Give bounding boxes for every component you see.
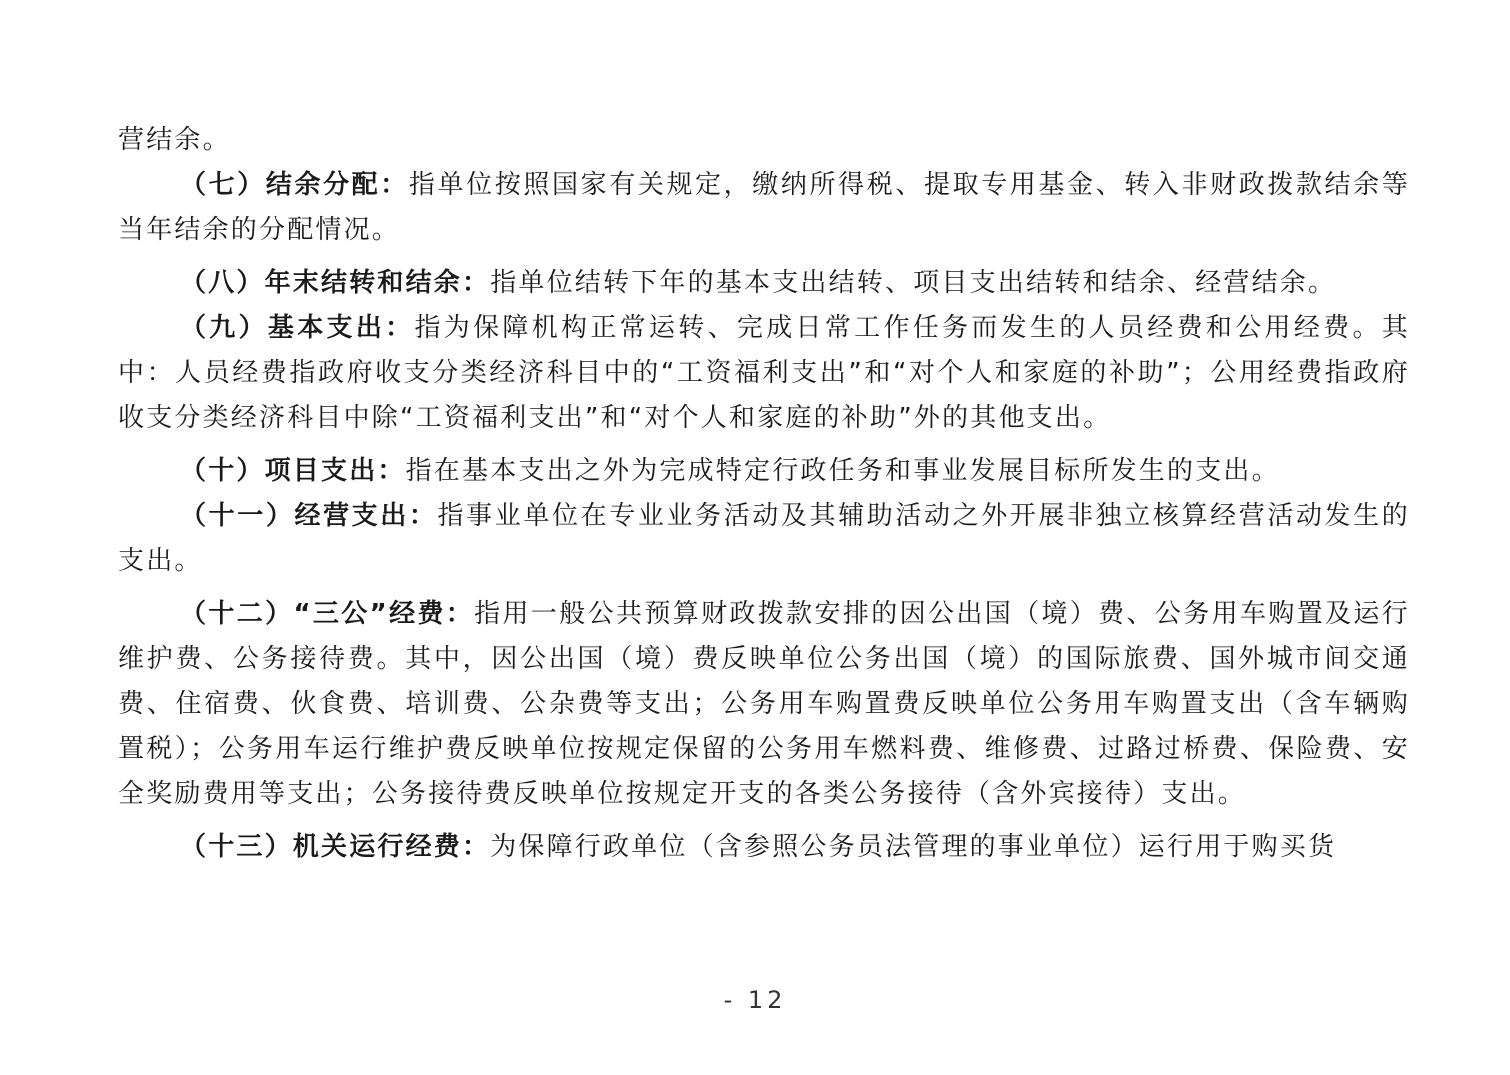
paragraph-term: （十）项目支出： bbox=[180, 456, 406, 486]
paragraph-text: 营结余。 bbox=[118, 125, 231, 155]
paragraph-text: 指单位结转下年的基本支出结转、项目支出结转和结余、经营结余。 bbox=[490, 268, 1337, 298]
paragraph-basic-expenditure bbox=[118, 306, 1410, 441]
paragraph-text: 为保障行政单位（含参照公务员法管理的事业单位）运行用于购买货 bbox=[490, 832, 1337, 862]
document-body bbox=[118, 118, 1410, 870]
paragraph-text: 指在基本支出之外为完成特定行政任务和事业发展目标所发生的支出。 bbox=[405, 456, 1280, 486]
paragraph-operating-expenditure bbox=[118, 494, 1410, 584]
paragraph-term: （八）年末结转和结余： bbox=[180, 268, 491, 298]
paragraph-text: 指事业单位在专业业务活动及其辅助活动之外开展非独立核算经营活动发生的支出。 bbox=[118, 501, 1410, 576]
paragraph-agency-operating-funds bbox=[118, 825, 1410, 870]
paragraph-term: （七）结余分配： bbox=[180, 170, 409, 200]
paragraph-term: （九）基本支出： bbox=[180, 313, 415, 343]
paragraph-project-expenditure bbox=[118, 449, 1410, 494]
page-number: - 12 bbox=[723, 986, 787, 1014]
paragraph-term: （十三）机关运行经费： bbox=[180, 832, 491, 862]
paragraph-year-end-carryover bbox=[118, 261, 1410, 306]
paragraph-continuation bbox=[118, 118, 1410, 163]
paragraph-text: 指单位按照国家有关规定，缴纳所得税、提取专用基金、转入非财政拨款结余等当年结余的分配情况。 bbox=[118, 170, 1410, 245]
paragraph-text: 指用一般公共预算财政拨款安排的因公出国（境）费、公务用车购置及运行维护费、公务接待费。其中，因公出国（境）费反映单位公务出国（境）的国际旅费、国外城市间交通费、住宿费、伙食费、培训费、公杂费等支出；公务用车购置费反映单位公务用车购置支出（含车辆购置税）；公务用车运行维护费反映单位按规定保留的公务用车燃料费、维修费、过路过桥费、保险费、安全奖励费用等支出；公务接待费反映单位按规定开支的各类公务接待（含外宾接待）支出。 bbox=[118, 599, 1410, 809]
paragraph-text: 指为保障机构正常运转、完成日常工作任务而发生的人员经费和公用经费。其中：人员经费指政府收支分类经济科目中的“工资福利支出”和“对个人和家庭的补助”；公用经费指政府收支分类经济科目中除“工资福利支出”和“对个人和家庭的补助”外的其他支出。 bbox=[118, 313, 1410, 433]
paragraph-term: （十二）“三公”经费： bbox=[180, 599, 475, 629]
paragraph-three-public-expenses bbox=[118, 592, 1410, 817]
paragraph-surplus-distribution bbox=[118, 163, 1410, 253]
paragraph-term: （十一）经营支出： bbox=[180, 501, 438, 531]
